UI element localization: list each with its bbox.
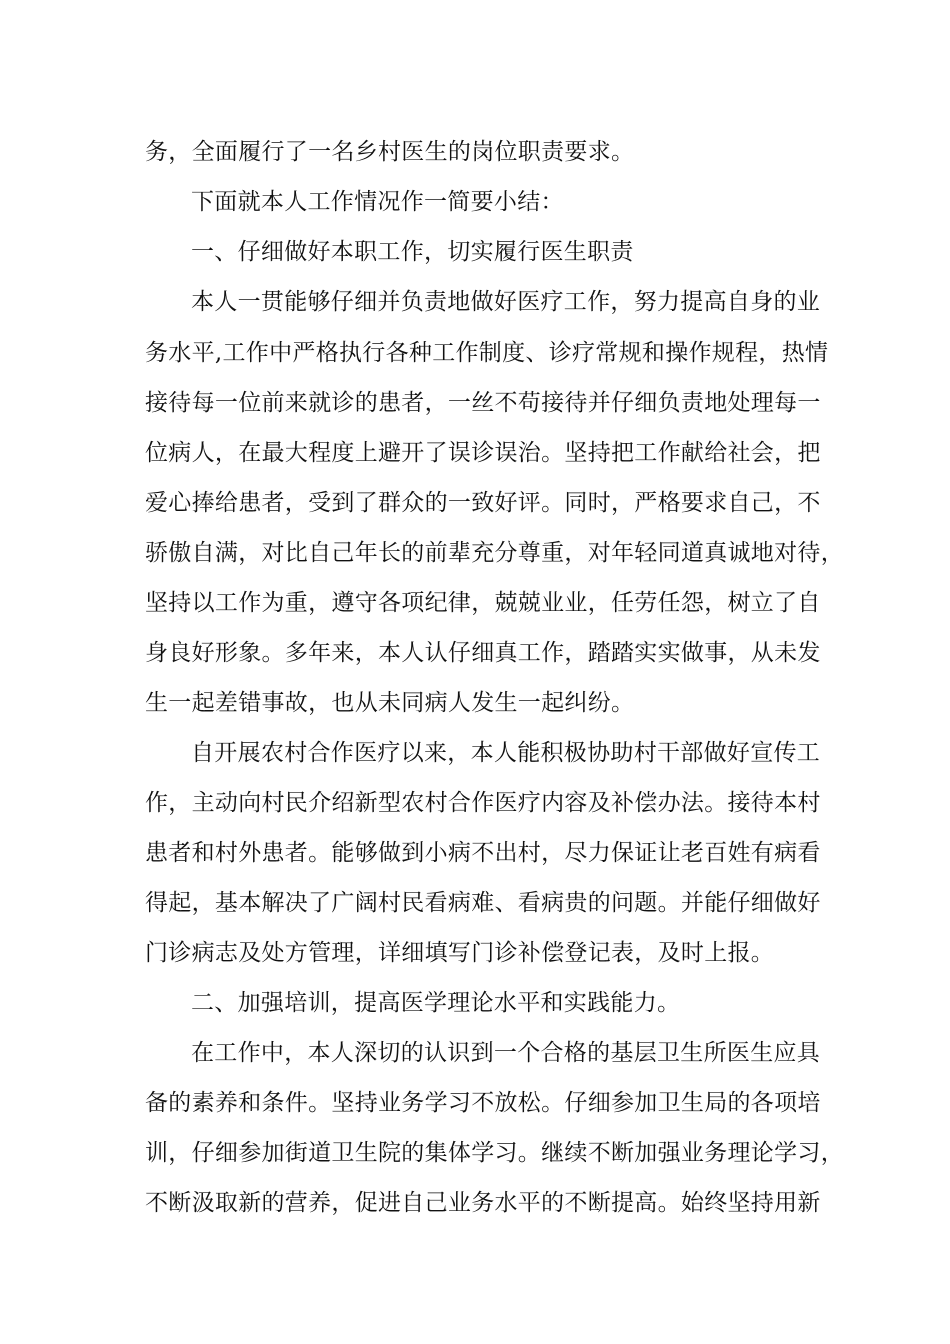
text-line: 作，主动向村民介绍新型农村合作医疗内容及补偿办法。接待本村	[145, 790, 821, 816]
text-line: 坚持以工作为重，遵守各项纪律，兢兢业业，任劳任怨，树立了自	[145, 590, 821, 616]
text-line: 自开展农村合作医疗以来，本人能积极协助村干部做好宣传工	[191, 740, 821, 766]
section-heading: 二、加强培训，提高医学理论水平和实践能力。	[191, 990, 681, 1016]
text-line: 务，全面履行了一名乡村医生的岗位职责要求。	[145, 139, 635, 165]
text-line: 备的素养和条件。坚持业务学习不放松。仔细参加卫生局的各项培	[145, 1090, 821, 1116]
text-line: 得起，基本解决了广阔村民看病难、看病贵的问题。并能仔细做好	[145, 890, 821, 916]
text-line: 不断汲取新的营养，促进自己业务水平的不断提高。始终坚持用新	[145, 1190, 821, 1216]
text-line: 训，仔细参加街道卫生院的集体学习。继续不断加强业务理论学习，	[145, 1140, 844, 1166]
text-line: 接待每一位前来就诊的患者，一丝不苟接待并仔细负责地处理每一	[145, 390, 821, 416]
text-line: 在工作中，本人深切的认识到一个合格的基层卫生所医生应具	[191, 1040, 821, 1066]
text-line: 患者和村外患者。能够做到小病不出村，尽力保证让老百姓有病看	[145, 840, 821, 866]
section-heading: 一、仔细做好本职工作，切实履行医生职责	[191, 239, 634, 265]
text-line: 下面就本人工作情况作一简要小结：	[191, 189, 564, 215]
text-line: 本人一贯能够仔细并负责地做好医疗工作，努力提高自身的业	[191, 289, 821, 315]
text-line: 生一起差错事故，也从未同病人发生一起纠纷。	[145, 690, 635, 716]
text-line: 门诊病志及处方管理，详细填写门诊补偿登记表，及时上报。	[145, 940, 775, 966]
text-line: 务水平,工作中严格执行各种工作制度、诊疗常规和操作规程，热情	[145, 340, 829, 366]
text-line: 爱心捧给患者，受到了群众的一致好评。同时，严格要求自己，不	[145, 490, 821, 516]
text-line: 位病人，在最大程度上避开了误诊误治。坚持把工作献给社会，把	[145, 440, 821, 466]
text-line: 身良好形象。多年来，本人认仔细真工作，踏踏实实做事，从未发	[145, 640, 821, 666]
text-line: 骄傲自满，对比自己年长的前辈充分尊重，对年轻同道真诚地对待，	[145, 540, 844, 566]
